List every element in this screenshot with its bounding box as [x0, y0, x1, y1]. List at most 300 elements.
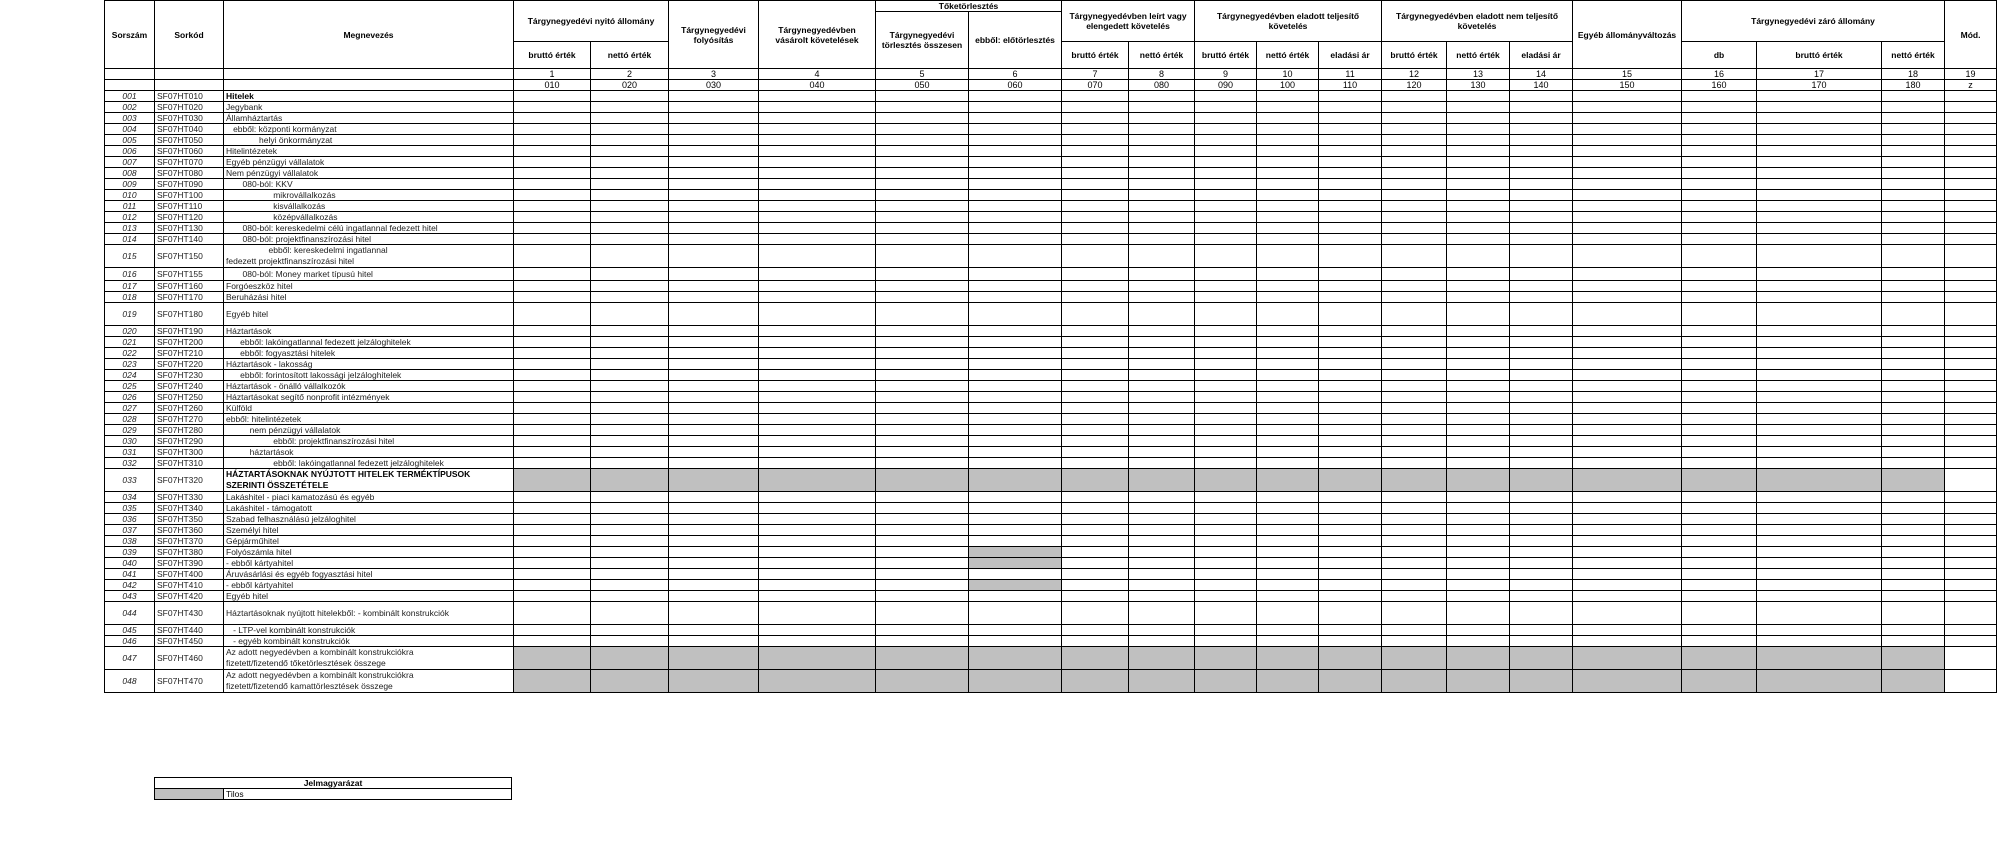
- data-cell[interactable]: [1682, 234, 1757, 245]
- data-cell[interactable]: [1510, 348, 1573, 359]
- data-cell[interactable]: [1882, 547, 1945, 558]
- data-cell[interactable]: [1062, 102, 1129, 113]
- data-cell[interactable]: [1882, 636, 1945, 647]
- data-cell[interactable]: [669, 558, 759, 569]
- data-cell[interactable]: [669, 536, 759, 547]
- data-cell[interactable]: [1882, 102, 1945, 113]
- data-cell[interactable]: [1757, 146, 1882, 157]
- data-cell[interactable]: [1319, 303, 1382, 326]
- data-cell[interactable]: [1757, 403, 1882, 414]
- data-cell[interactable]: [1573, 370, 1682, 381]
- data-cell[interactable]: [1573, 326, 1682, 337]
- data-cell[interactable]: [1319, 591, 1382, 602]
- data-cell[interactable]: [1447, 268, 1510, 281]
- data-cell[interactable]: [1573, 268, 1682, 281]
- data-cell[interactable]: [1382, 135, 1447, 146]
- data-cell[interactable]: [591, 436, 669, 447]
- data-cell[interactable]: [1757, 536, 1882, 547]
- data-cell[interactable]: [1682, 403, 1757, 414]
- data-cell[interactable]: [1129, 292, 1195, 303]
- data-cell[interactable]: [1195, 414, 1257, 425]
- data-cell[interactable]: [669, 124, 759, 135]
- data-cell[interactable]: [1129, 436, 1195, 447]
- data-cell[interactable]: [591, 547, 669, 558]
- data-cell[interactable]: [1195, 234, 1257, 245]
- data-cell[interactable]: [1447, 124, 1510, 135]
- data-cell[interactable]: [1682, 625, 1757, 636]
- data-cell[interactable]: [514, 602, 591, 625]
- data-cell[interactable]: [759, 503, 876, 514]
- data-cell[interactable]: [1882, 190, 1945, 201]
- data-cell[interactable]: [1382, 201, 1447, 212]
- data-cell[interactable]: [1682, 447, 1757, 458]
- data-cell[interactable]: [1062, 436, 1129, 447]
- data-cell[interactable]: [669, 268, 759, 281]
- data-cell[interactable]: [514, 403, 591, 414]
- data-cell[interactable]: [759, 370, 876, 381]
- data-cell[interactable]: [1682, 337, 1757, 348]
- data-cell[interactable]: [591, 636, 669, 647]
- data-cell[interactable]: [1447, 212, 1510, 223]
- data-cell[interactable]: [1382, 447, 1447, 458]
- data-cell[interactable]: [1382, 392, 1447, 403]
- data-cell[interactable]: [1062, 636, 1129, 647]
- data-cell[interactable]: [591, 135, 669, 146]
- data-cell[interactable]: [1757, 190, 1882, 201]
- data-cell[interactable]: [1510, 458, 1573, 469]
- data-cell[interactable]: [514, 591, 591, 602]
- data-cell[interactable]: [669, 102, 759, 113]
- data-cell[interactable]: [1510, 591, 1573, 602]
- data-cell[interactable]: [759, 403, 876, 414]
- data-cell[interactable]: [876, 292, 969, 303]
- data-cell[interactable]: [1447, 569, 1510, 580]
- data-cell[interactable]: [591, 303, 669, 326]
- data-cell[interactable]: [1882, 157, 1945, 168]
- data-cell[interactable]: [1757, 281, 1882, 292]
- data-cell[interactable]: [1757, 113, 1882, 124]
- data-cell[interactable]: [1757, 602, 1882, 625]
- data-cell[interactable]: [1510, 234, 1573, 245]
- data-cell[interactable]: [591, 370, 669, 381]
- data-cell[interactable]: [1382, 602, 1447, 625]
- data-cell[interactable]: [1062, 503, 1129, 514]
- data-cell[interactable]: [591, 580, 669, 591]
- data-cell[interactable]: [1682, 558, 1757, 569]
- data-cell[interactable]: [876, 337, 969, 348]
- data-cell[interactable]: [1319, 381, 1382, 392]
- data-cell[interactable]: [1062, 113, 1129, 124]
- data-cell[interactable]: [1447, 245, 1510, 268]
- data-cell[interactable]: [1882, 591, 1945, 602]
- data-cell[interactable]: [591, 359, 669, 370]
- data-cell[interactable]: [1447, 602, 1510, 625]
- data-cell[interactable]: [1129, 458, 1195, 469]
- data-cell[interactable]: [759, 146, 876, 157]
- data-cell[interactable]: [1682, 370, 1757, 381]
- data-cell[interactable]: [1510, 292, 1573, 303]
- data-cell[interactable]: [669, 212, 759, 223]
- data-cell[interactable]: [1319, 212, 1382, 223]
- data-cell[interactable]: [1062, 602, 1129, 625]
- data-cell[interactable]: [1757, 414, 1882, 425]
- data-cell[interactable]: [1573, 201, 1682, 212]
- data-cell[interactable]: [1257, 370, 1319, 381]
- data-cell[interactable]: [1062, 168, 1129, 179]
- data-cell[interactable]: [1573, 359, 1682, 370]
- data-cell[interactable]: [876, 447, 969, 458]
- data-cell[interactable]: [969, 370, 1062, 381]
- data-cell[interactable]: [1129, 190, 1195, 201]
- data-cell[interactable]: [669, 503, 759, 514]
- data-cell[interactable]: [1062, 234, 1129, 245]
- data-cell[interactable]: [759, 569, 876, 580]
- data-cell[interactable]: [1882, 303, 1945, 326]
- data-cell[interactable]: [876, 157, 969, 168]
- data-cell[interactable]: [669, 303, 759, 326]
- data-cell[interactable]: [669, 370, 759, 381]
- data-cell[interactable]: [1195, 458, 1257, 469]
- data-cell[interactable]: [1573, 514, 1682, 525]
- data-cell[interactable]: [1510, 168, 1573, 179]
- data-cell[interactable]: [1319, 536, 1382, 547]
- data-cell[interactable]: [1062, 91, 1129, 102]
- data-cell[interactable]: [1195, 580, 1257, 591]
- data-cell[interactable]: [1062, 337, 1129, 348]
- data-cell[interactable]: [1195, 492, 1257, 503]
- data-cell[interactable]: [1447, 514, 1510, 525]
- data-cell[interactable]: [1573, 458, 1682, 469]
- data-cell[interactable]: [759, 326, 876, 337]
- data-cell[interactable]: [1573, 102, 1682, 113]
- data-cell[interactable]: [876, 179, 969, 190]
- data-cell[interactable]: [1573, 303, 1682, 326]
- data-cell[interactable]: [759, 602, 876, 625]
- data-cell[interactable]: [1757, 157, 1882, 168]
- data-cell[interactable]: [514, 303, 591, 326]
- data-cell[interactable]: [969, 168, 1062, 179]
- data-cell[interactable]: [1195, 268, 1257, 281]
- data-cell[interactable]: [514, 223, 591, 234]
- data-cell[interactable]: [876, 245, 969, 268]
- data-cell[interactable]: [759, 458, 876, 469]
- data-cell[interactable]: [1573, 223, 1682, 234]
- data-cell[interactable]: [1510, 157, 1573, 168]
- data-cell[interactable]: [1382, 146, 1447, 157]
- data-cell[interactable]: [669, 580, 759, 591]
- data-cell[interactable]: [1682, 245, 1757, 268]
- data-cell[interactable]: [591, 234, 669, 245]
- data-cell[interactable]: [669, 414, 759, 425]
- data-cell[interactable]: [1757, 102, 1882, 113]
- data-cell[interactable]: [514, 558, 591, 569]
- data-cell[interactable]: [591, 223, 669, 234]
- data-cell[interactable]: [514, 245, 591, 268]
- data-cell[interactable]: [514, 370, 591, 381]
- data-cell[interactable]: [1195, 326, 1257, 337]
- data-cell[interactable]: [514, 135, 591, 146]
- data-cell[interactable]: [1382, 212, 1447, 223]
- data-cell[interactable]: [876, 223, 969, 234]
- data-cell[interactable]: [1682, 168, 1757, 179]
- data-cell[interactable]: [1382, 370, 1447, 381]
- data-cell[interactable]: [1757, 337, 1882, 348]
- data-cell[interactable]: [1257, 636, 1319, 647]
- data-cell[interactable]: [514, 268, 591, 281]
- data-cell[interactable]: [1382, 190, 1447, 201]
- data-cell[interactable]: [1319, 636, 1382, 647]
- data-cell[interactable]: [1257, 292, 1319, 303]
- data-cell[interactable]: [876, 514, 969, 525]
- data-cell[interactable]: [1129, 425, 1195, 436]
- data-cell[interactable]: [1195, 135, 1257, 146]
- data-cell[interactable]: [1257, 558, 1319, 569]
- data-cell[interactable]: [1195, 591, 1257, 602]
- data-cell[interactable]: [1129, 381, 1195, 392]
- data-cell[interactable]: [1062, 135, 1129, 146]
- data-cell[interactable]: [1573, 245, 1682, 268]
- data-cell[interactable]: [1757, 447, 1882, 458]
- data-cell[interactable]: [1882, 514, 1945, 525]
- data-cell[interactable]: [1062, 359, 1129, 370]
- data-cell[interactable]: [1682, 268, 1757, 281]
- data-cell[interactable]: [1682, 602, 1757, 625]
- data-cell[interactable]: [1682, 102, 1757, 113]
- data-cell[interactable]: [1257, 212, 1319, 223]
- data-cell[interactable]: [1382, 381, 1447, 392]
- data-cell[interactable]: [669, 223, 759, 234]
- data-cell[interactable]: [1129, 492, 1195, 503]
- data-cell[interactable]: [969, 525, 1062, 536]
- data-cell[interactable]: [1195, 536, 1257, 547]
- data-cell[interactable]: [1882, 525, 1945, 536]
- data-cell[interactable]: [1510, 536, 1573, 547]
- data-cell[interactable]: [1319, 326, 1382, 337]
- data-cell[interactable]: [669, 403, 759, 414]
- data-cell[interactable]: [1062, 179, 1129, 190]
- data-cell[interactable]: [1319, 370, 1382, 381]
- data-cell[interactable]: [969, 447, 1062, 458]
- data-cell[interactable]: [1573, 124, 1682, 135]
- data-cell[interactable]: [1195, 514, 1257, 525]
- data-cell[interactable]: [876, 580, 969, 591]
- data-cell[interactable]: [1682, 157, 1757, 168]
- data-cell[interactable]: [759, 281, 876, 292]
- data-cell[interactable]: [1257, 569, 1319, 580]
- data-cell[interactable]: [1682, 124, 1757, 135]
- data-cell[interactable]: [1319, 179, 1382, 190]
- data-cell[interactable]: [1447, 636, 1510, 647]
- data-cell[interactable]: [1573, 179, 1682, 190]
- data-cell[interactable]: [1062, 591, 1129, 602]
- data-cell[interactable]: [969, 602, 1062, 625]
- data-cell[interactable]: [1382, 503, 1447, 514]
- data-cell[interactable]: [1682, 223, 1757, 234]
- data-cell[interactable]: [1447, 403, 1510, 414]
- data-cell[interactable]: [514, 536, 591, 547]
- data-cell[interactable]: [759, 245, 876, 268]
- data-cell[interactable]: [514, 492, 591, 503]
- data-cell[interactable]: [1319, 102, 1382, 113]
- data-cell[interactable]: [1195, 381, 1257, 392]
- data-cell[interactable]: [1447, 359, 1510, 370]
- data-cell[interactable]: [1129, 212, 1195, 223]
- data-cell[interactable]: [1257, 580, 1319, 591]
- data-cell[interactable]: [759, 268, 876, 281]
- data-cell[interactable]: [759, 91, 876, 102]
- data-cell[interactable]: [1510, 636, 1573, 647]
- data-cell[interactable]: [514, 124, 591, 135]
- data-cell[interactable]: [969, 157, 1062, 168]
- data-cell[interactable]: [1129, 102, 1195, 113]
- data-cell[interactable]: [1062, 245, 1129, 268]
- data-cell[interactable]: [876, 381, 969, 392]
- data-cell[interactable]: [1257, 381, 1319, 392]
- data-cell[interactable]: [876, 503, 969, 514]
- data-cell[interactable]: [1195, 602, 1257, 625]
- data-cell[interactable]: [1257, 447, 1319, 458]
- data-cell[interactable]: [1319, 625, 1382, 636]
- data-cell[interactable]: [1062, 392, 1129, 403]
- data-cell[interactable]: [514, 458, 591, 469]
- data-cell[interactable]: [669, 348, 759, 359]
- data-cell[interactable]: [1882, 370, 1945, 381]
- data-cell[interactable]: [1319, 124, 1382, 135]
- data-cell[interactable]: [1319, 558, 1382, 569]
- data-cell[interactable]: [876, 281, 969, 292]
- data-cell[interactable]: [1062, 569, 1129, 580]
- data-cell[interactable]: [876, 602, 969, 625]
- data-cell[interactable]: [1757, 458, 1882, 469]
- data-cell[interactable]: [1573, 625, 1682, 636]
- data-cell[interactable]: [969, 392, 1062, 403]
- data-cell[interactable]: [1510, 303, 1573, 326]
- data-cell[interactable]: [1682, 381, 1757, 392]
- data-cell[interactable]: [1062, 268, 1129, 281]
- data-cell[interactable]: [1510, 569, 1573, 580]
- data-cell[interactable]: [1757, 245, 1882, 268]
- data-cell[interactable]: [1129, 245, 1195, 268]
- data-cell[interactable]: [1257, 525, 1319, 536]
- data-cell[interactable]: [1319, 113, 1382, 124]
- data-cell[interactable]: [1447, 223, 1510, 234]
- data-cell[interactable]: [669, 381, 759, 392]
- data-cell[interactable]: [1319, 414, 1382, 425]
- data-cell[interactable]: [1062, 514, 1129, 525]
- data-cell[interactable]: [514, 212, 591, 223]
- data-cell[interactable]: [591, 458, 669, 469]
- data-cell[interactable]: [514, 102, 591, 113]
- data-cell[interactable]: [1447, 113, 1510, 124]
- data-cell[interactable]: [1510, 190, 1573, 201]
- data-cell[interactable]: [1382, 569, 1447, 580]
- data-cell[interactable]: [591, 392, 669, 403]
- data-cell[interactable]: [1447, 492, 1510, 503]
- data-cell[interactable]: [1382, 91, 1447, 102]
- data-cell[interactable]: [669, 292, 759, 303]
- data-cell[interactable]: [1882, 348, 1945, 359]
- data-cell[interactable]: [1129, 281, 1195, 292]
- data-cell[interactable]: [591, 514, 669, 525]
- data-cell[interactable]: [1062, 525, 1129, 536]
- data-cell[interactable]: [1319, 447, 1382, 458]
- data-cell[interactable]: [1447, 536, 1510, 547]
- data-cell[interactable]: [1129, 179, 1195, 190]
- data-cell[interactable]: [1129, 447, 1195, 458]
- data-cell[interactable]: [759, 381, 876, 392]
- data-cell[interactable]: [876, 201, 969, 212]
- data-cell[interactable]: [1319, 514, 1382, 525]
- data-cell[interactable]: [1510, 414, 1573, 425]
- data-cell[interactable]: [1319, 201, 1382, 212]
- data-cell[interactable]: [1062, 447, 1129, 458]
- data-cell[interactable]: [876, 124, 969, 135]
- data-cell[interactable]: [1447, 436, 1510, 447]
- data-cell[interactable]: [1510, 268, 1573, 281]
- data-cell[interactable]: [1510, 223, 1573, 234]
- data-cell[interactable]: [514, 348, 591, 359]
- data-cell[interactable]: [1682, 135, 1757, 146]
- data-cell[interactable]: [1062, 146, 1129, 157]
- data-cell[interactable]: [1257, 281, 1319, 292]
- data-cell[interactable]: [759, 190, 876, 201]
- data-cell[interactable]: [876, 403, 969, 414]
- data-cell[interactable]: [1062, 190, 1129, 201]
- data-cell[interactable]: [1129, 370, 1195, 381]
- data-cell[interactable]: [759, 212, 876, 223]
- data-cell[interactable]: [1757, 591, 1882, 602]
- data-cell[interactable]: [1573, 414, 1682, 425]
- data-cell[interactable]: [876, 569, 969, 580]
- data-cell[interactable]: [1195, 425, 1257, 436]
- data-cell[interactable]: [969, 514, 1062, 525]
- data-cell[interactable]: [669, 281, 759, 292]
- data-cell[interactable]: [1447, 102, 1510, 113]
- data-cell[interactable]: [1257, 414, 1319, 425]
- data-cell[interactable]: [1447, 503, 1510, 514]
- data-cell[interactable]: [876, 392, 969, 403]
- data-cell[interactable]: [759, 558, 876, 569]
- data-cell[interactable]: [1319, 292, 1382, 303]
- data-cell[interactable]: [591, 91, 669, 102]
- data-cell[interactable]: [876, 436, 969, 447]
- data-cell[interactable]: [1319, 337, 1382, 348]
- data-cell[interactable]: [1129, 569, 1195, 580]
- data-cell[interactable]: [1129, 503, 1195, 514]
- data-cell[interactable]: [1573, 580, 1682, 591]
- data-cell[interactable]: [876, 525, 969, 536]
- data-cell[interactable]: [1882, 569, 1945, 580]
- data-cell[interactable]: [1510, 370, 1573, 381]
- data-cell[interactable]: [1062, 292, 1129, 303]
- data-cell[interactable]: [1682, 458, 1757, 469]
- data-cell[interactable]: [514, 292, 591, 303]
- data-cell[interactable]: [1195, 625, 1257, 636]
- data-cell[interactable]: [1382, 403, 1447, 414]
- data-cell[interactable]: [969, 102, 1062, 113]
- data-cell[interactable]: [1757, 135, 1882, 146]
- data-cell[interactable]: [1447, 381, 1510, 392]
- data-cell[interactable]: [1382, 102, 1447, 113]
- data-cell[interactable]: [1510, 492, 1573, 503]
- data-cell[interactable]: [514, 414, 591, 425]
- data-cell[interactable]: [969, 359, 1062, 370]
- data-cell[interactable]: [1195, 525, 1257, 536]
- data-cell[interactable]: [1382, 223, 1447, 234]
- data-cell[interactable]: [1129, 223, 1195, 234]
- data-cell[interactable]: [1447, 525, 1510, 536]
- data-cell[interactable]: [591, 381, 669, 392]
